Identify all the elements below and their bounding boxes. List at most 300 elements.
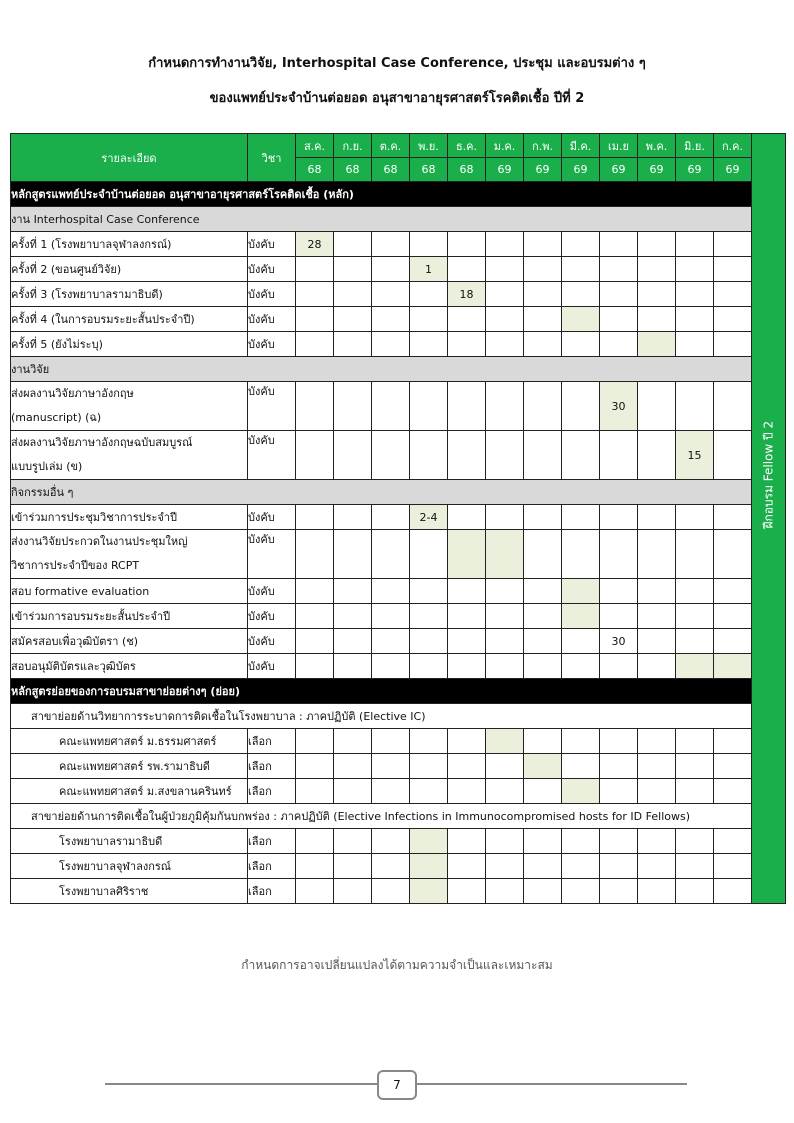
month-cell [562,604,600,629]
month-cell: 28 [296,232,334,257]
subsection-header: กิจกรรมอื่น ๆ [11,480,752,505]
row-detail: ครั้งที่ 1 (โรงพยาบาลจุฬาลงกรณ์) [11,232,248,257]
month-cell [562,505,600,530]
month-cell [638,579,676,604]
month-cell [410,579,448,604]
month-cell [676,854,714,879]
month-cell [524,282,562,307]
month-cell [296,604,334,629]
table-row [11,307,786,332]
schedule-table [10,133,786,904]
month-cell [410,854,448,879]
table-row [11,530,786,579]
month-cell [410,332,448,357]
header-year: 68 [296,158,334,182]
month-cell [714,232,752,257]
month-cell [638,754,676,779]
header-month: มี.ค. [562,134,600,158]
header-year: 68 [410,158,448,182]
month-cell [562,307,600,332]
month-cell [524,257,562,282]
month-cell [714,332,752,357]
month-cell [448,729,486,754]
row-detail [11,382,248,431]
month-cell [486,629,524,654]
row-detail: คณะแพทยศาสตร์ ม.สงขลานครินทร์ [11,779,248,804]
month-cell [562,629,600,654]
month-cell [638,829,676,854]
month-cell [562,431,600,480]
month-cell [486,879,524,904]
month-cell: 18 [448,282,486,307]
month-cell [562,854,600,879]
month-cell [714,579,752,604]
month-cell [334,307,372,332]
month-cell [372,505,410,530]
month-cell [448,829,486,854]
row-detail: เข้าร่วมการอบรมระยะสั้นประจำปี [11,604,248,629]
month-cell [676,829,714,854]
table-row [11,232,786,257]
month-cell [448,332,486,357]
month-cell [372,829,410,854]
month-cell [296,282,334,307]
row-detail: ครั้งที่ 5 (ยังไม่ระบุ) [11,332,248,357]
month-cell [296,854,334,879]
month-cell [638,257,676,282]
month-cell [524,779,562,804]
month-cell [372,754,410,779]
month-cell [638,604,676,629]
header-year: 69 [486,158,524,182]
month-cell [296,754,334,779]
month-cell [524,307,562,332]
row-subject-type: บังคับ [248,307,296,332]
month-cell [638,629,676,654]
month-cell [410,282,448,307]
month-cell [410,729,448,754]
footer-line-left [105,1083,377,1085]
month-cell [600,854,638,879]
month-cell [334,431,372,480]
month-cell [600,779,638,804]
page-number: 7 [377,1070,417,1100]
table-row [11,729,786,754]
month-cell [448,505,486,530]
month-cell [410,382,448,431]
month-cell [410,829,448,854]
month-cell [334,530,372,579]
footer-line-right [417,1083,687,1085]
month-cell [296,629,334,654]
month-cell [410,629,448,654]
month-cell [372,629,410,654]
row-detail: คณะแพทยศาสตร์ ม.ธรรมศาสตร์ [11,729,248,754]
month-cell [676,879,714,904]
row-subject-type: บังคับ [248,332,296,357]
month-cell [562,382,600,431]
month-cell [448,579,486,604]
month-cell [296,530,334,579]
month-cell [372,282,410,307]
table-row [11,829,786,854]
month-cell [410,654,448,679]
month-cell [714,530,752,579]
month-cell [410,779,448,804]
month-cell: 2-4 [410,505,448,530]
month-cell [372,729,410,754]
month-cell [600,729,638,754]
header-month: เม.ย [600,134,638,158]
month-cell [486,530,524,579]
row-subject-type: บังคับ [248,505,296,530]
month-cell [334,579,372,604]
row-subject-type: เลือก [248,879,296,904]
month-cell [676,530,714,579]
month-cell [600,282,638,307]
month-cell [524,604,562,629]
month-cell [448,257,486,282]
month-cell [410,604,448,629]
month-cell [676,729,714,754]
row-subject-type: บังคับ [248,232,296,257]
month-cell [486,729,524,754]
month-cell [334,729,372,754]
month-cell [448,754,486,779]
month-cell [714,307,752,332]
header-year: 69 [638,158,676,182]
month-cell [448,530,486,579]
month-cell [486,257,524,282]
table-row [11,704,786,729]
row-detail: คณะแพทยศาสตร์ รพ.รามาธิบดี [11,754,248,779]
month-cell [334,382,372,431]
month-cell [296,382,334,431]
month-cell [410,754,448,779]
table-row [11,579,786,604]
row-detail: เข้าร่วมการประชุมวิชาการประจำปี [11,505,248,530]
month-cell [296,257,334,282]
month-cell [600,530,638,579]
month-cell [524,505,562,530]
header-month: ธ.ค. [448,134,486,158]
month-cell [486,505,524,530]
header-subject: วิชา [248,134,296,182]
month-cell [372,654,410,679]
month-cell [638,729,676,754]
month-cell [676,604,714,629]
month-cell [448,654,486,679]
month-cell [296,654,334,679]
month-cell [600,829,638,854]
month-cell [676,307,714,332]
month-cell [714,282,752,307]
month-cell [486,604,524,629]
month-cell [562,779,600,804]
month-cell [486,382,524,431]
month-cell [486,779,524,804]
month-cell [600,579,638,604]
month-cell [448,879,486,904]
month-cell [486,307,524,332]
header-month: ก.ย. [334,134,372,158]
header-year: 68 [334,158,372,182]
month-cell [714,779,752,804]
month-cell [638,779,676,804]
month-cell: 15 [676,431,714,480]
row-detail: โรงพยาบาลจุฬาลงกรณ์ [11,854,248,879]
header-month: ก.พ. [524,134,562,158]
month-cell [600,654,638,679]
row-subject-type: บังคับ [248,431,296,480]
month-cell [448,604,486,629]
month-cell [410,431,448,480]
row-detail-line: ส่งผลงานวิจัยภาษาอังกฤษฉบับสมบูรณ์ [11,436,193,449]
footnote: กำหนดการอาจเปลี่ยนแปลงได้ตามความจำเป็นและเหมาะสม [241,958,553,972]
row-subject-type: บังคับ [248,257,296,282]
month-cell [524,654,562,679]
row-subject-type: บังคับ [248,382,296,431]
month-cell [334,629,372,654]
month-cell [296,729,334,754]
month-cell [372,604,410,629]
page-title-line1: กำหนดการทำงานวิจัย, Interhospital Case Conference, ประชุม และอบรมต่าง ๆ [148,56,646,71]
month-cell [562,282,600,307]
table-row [11,431,786,480]
row-detail [11,530,248,579]
side-label: ฝึกอบรม Fellow ปี 2 [752,134,786,904]
month-cell [524,729,562,754]
header-year: 69 [524,158,562,182]
table-row [11,654,786,679]
month-cell [486,232,524,257]
table-row [11,382,786,431]
header-month: ก.ค. [714,134,752,158]
month-cell [524,579,562,604]
month-cell [638,530,676,579]
month-cell [448,629,486,654]
section-header: หลักสูตรแพทย์ประจำบ้านต่อยอด อนุสาขาอายุรศาสตร์โรคติดเชื้อ (หลัก) [11,182,752,207]
table-row [11,854,786,879]
month-cell [334,282,372,307]
row-subject-type: บังคับ [248,530,296,579]
month-cell [372,382,410,431]
month-cell [562,332,600,357]
month-cell: 30 [600,629,638,654]
month-cell [448,854,486,879]
month-cell [714,257,752,282]
table-row [11,257,786,282]
table-row [11,282,786,307]
row-subject-type: เลือก [248,854,296,879]
month-cell [714,854,752,879]
month-cell [638,854,676,879]
table-row [11,182,786,207]
month-cell [676,654,714,679]
month-cell [676,505,714,530]
header-month: พ.ค. [638,134,676,158]
header-month: ส.ค. [296,134,334,158]
month-cell [600,307,638,332]
subsection-header: สาขาย่อยด้านการติดเชื้อในผู้ป่วยภูมิคุ้มกันบกพร่อง : ภาคปฏิบัติ (Elective Infections in Immunocompromised hosts for ID Fellows) [11,804,752,829]
month-cell [524,232,562,257]
month-cell [410,530,448,579]
month-cell [372,779,410,804]
month-cell [714,629,752,654]
month-cell [334,829,372,854]
month-cell [714,829,752,854]
month-cell [448,779,486,804]
month-cell [486,579,524,604]
month-cell [334,854,372,879]
month-cell [334,505,372,530]
row-subject-type: บังคับ [248,629,296,654]
month-cell [714,654,752,679]
header-month: ม.ค. [486,134,524,158]
month-cell [524,854,562,879]
month-cell [714,431,752,480]
row-detail: สอบอนุมัติบัตรและวุฒิบัตร [11,654,248,679]
month-cell [372,431,410,480]
month-cell [638,282,676,307]
month-cell [372,257,410,282]
month-cell [714,604,752,629]
month-cell [296,505,334,530]
month-cell [334,779,372,804]
month-cell [372,879,410,904]
month-cell [448,232,486,257]
month-cell [638,431,676,480]
month-cell [714,754,752,779]
month-cell [296,879,334,904]
row-detail: ครั้งที่ 4 (ในการอบรมระยะสั้นประจำปี) [11,307,248,332]
month-cell [562,257,600,282]
month-cell [524,530,562,579]
month-cell [676,579,714,604]
table-row [11,480,786,505]
month-cell [638,879,676,904]
month-cell [600,754,638,779]
table-row [11,879,786,904]
month-cell [372,232,410,257]
month-cell [448,307,486,332]
header-month: ต.ค. [372,134,410,158]
row-subject-type: เลือก [248,754,296,779]
month-cell [524,629,562,654]
month-cell [410,879,448,904]
month-cell [524,431,562,480]
header-year: 69 [600,158,638,182]
table-row [11,679,786,704]
table-row [11,357,786,382]
month-cell [676,754,714,779]
row-detail-line: (manuscript) (ฉ) [11,411,102,424]
month-cell [638,307,676,332]
month-cell [486,332,524,357]
month-cell [600,332,638,357]
header-detail: รายละเอียด [11,134,248,182]
month-cell [714,382,752,431]
table-row [11,804,786,829]
table-row [11,754,786,779]
row-subject-type: เลือก [248,729,296,754]
row-subject-type: เลือก [248,829,296,854]
month-cell [676,779,714,804]
row-detail-line: แบบรูปเล่ม (ข) [11,460,83,473]
month-cell [372,854,410,879]
month-cell [562,530,600,579]
header-year: 69 [562,158,600,182]
month-cell [524,829,562,854]
month-cell [334,754,372,779]
month-cell [714,505,752,530]
row-subject-type: บังคับ [248,654,296,679]
month-cell [524,879,562,904]
month-cell [410,232,448,257]
month-cell [334,332,372,357]
page-title-line2: ของแพทย์ประจำบ้านต่อยอด อนุสาขาอายุรศาสตร์โรคติดเชื้อ ปีที่ 2 [209,91,585,106]
month-cell [486,829,524,854]
month-cell [638,505,676,530]
row-detail-line: ส่งผลงานวิจัยภาษาอังกฤษ [11,387,134,400]
month-cell: 30 [600,382,638,431]
section-header: หลักสูตรย่อยของการอบรมสาขาย่อยต่างๆ (ย่อย) [11,679,752,704]
month-cell [676,382,714,431]
header-year: 68 [448,158,486,182]
month-cell [372,307,410,332]
month-cell [524,332,562,357]
table-row [11,604,786,629]
month-cell [296,779,334,804]
row-detail: โรงพยาบาลศิริราช [11,879,248,904]
month-cell [676,257,714,282]
month-cell [524,382,562,431]
row-subject-type: บังคับ [248,282,296,307]
month-cell [638,382,676,431]
month-cell [600,431,638,480]
month-cell [448,382,486,431]
month-cell [296,829,334,854]
subsection-header: งาน Interhospital Case Conference [11,207,752,232]
month-cell [334,879,372,904]
month-cell [372,530,410,579]
month-cell: 1 [410,257,448,282]
row-subject-type: บังคับ [248,579,296,604]
month-cell [296,307,334,332]
row-detail: สมัครสอบเพื่อวุฒิบัตรา (ช) [11,629,248,654]
header-month: มิ.ย. [676,134,714,158]
month-cell [486,654,524,679]
month-cell [296,579,334,604]
month-cell [562,579,600,604]
month-cell [676,629,714,654]
month-cell [638,332,676,357]
month-cell [562,654,600,679]
month-cell [562,829,600,854]
month-cell [638,654,676,679]
month-cell [334,604,372,629]
month-cell [562,729,600,754]
month-cell [714,879,752,904]
month-cell [714,729,752,754]
month-cell [562,232,600,257]
row-detail-line: วิชาการประจำปีของ RCPT [11,559,140,572]
table-row [11,779,786,804]
row-detail: ครั้งที่ 2 (ขอนศูนย์วิจัย) [11,257,248,282]
month-cell [486,754,524,779]
header-year: 69 [714,158,752,182]
month-cell [600,257,638,282]
